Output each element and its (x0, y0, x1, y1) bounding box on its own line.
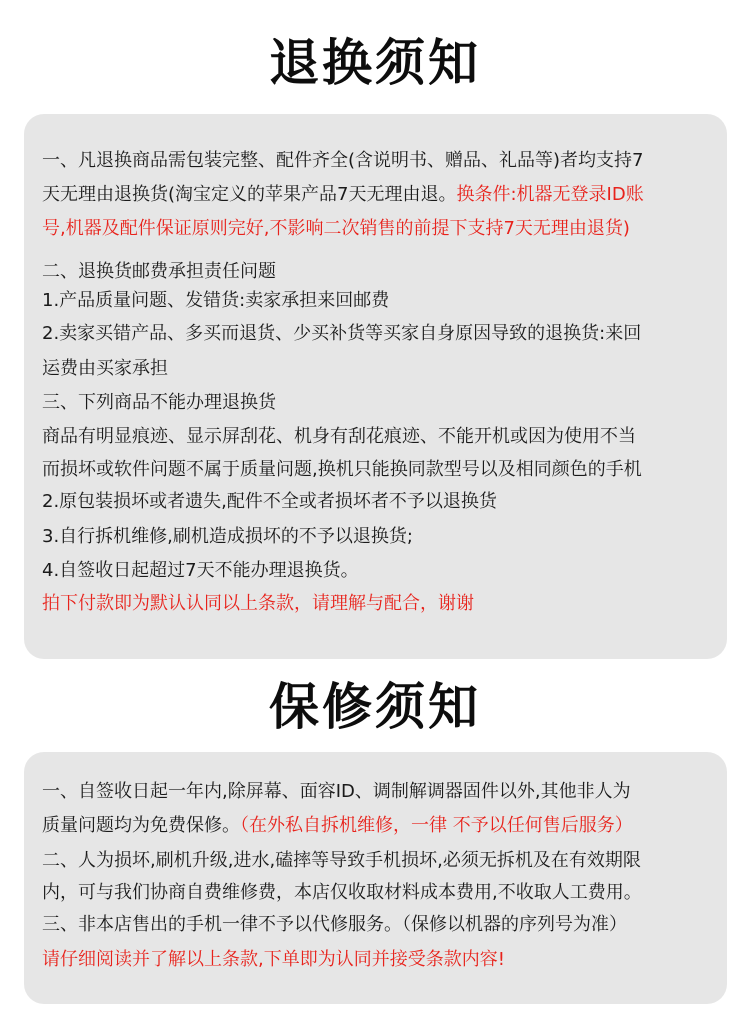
body-text: 一、自签收日起一年内,除屏幕、面容ID、调制解调器固件以外,其他非人为 (42, 781, 631, 802)
warranty_notice-line (42, 783, 631, 801)
body-text: 3.自行拆机维修,刷机造成损坏的不予以退换货; (42, 526, 413, 547)
return_notice-line (42, 562, 359, 580)
body-text: 2.原包装损坏或者遗失,配件不全或者损坏者不予以退换货 (42, 491, 497, 512)
highlight-text: 请仔细阅读并了解以上条款,下单即为认同并接受条款内容! (42, 949, 505, 970)
highlight-text: 换条件:机器无登录ID账 (456, 184, 644, 205)
return_notice-line (42, 394, 276, 412)
body-text: 三、下列商品不能办理退换货 (42, 392, 276, 413)
return_notice-line (42, 595, 474, 613)
warranty-notice-title: 保修须知 (269, 678, 481, 736)
body-text: 一、凡退换商品需包装完整、配件齐全(含说明书、赠品、礼品等)者均支持7 (42, 150, 644, 171)
return_notice-line (42, 152, 644, 170)
body-text: 三、非本店售出的手机一律不予以代修服务。（保修以机器的序列号为准） (42, 914, 627, 935)
return_notice-line (42, 528, 413, 546)
body-text: 内，可与我们协商自费维修费，本店仅收取材料成本费用,不收取人工费用。 (42, 882, 642, 903)
warranty_notice-line (42, 884, 642, 902)
return_notice-line (42, 493, 497, 511)
highlight-text: 号,机器及配件保证原则完好,不影响二次销售的前提下支持7天无理由退货) (42, 218, 630, 239)
body-text: 二、退换货邮费承担责任问题 (42, 261, 276, 282)
return_notice-line (42, 263, 276, 281)
warranty_notice-line (42, 817, 633, 835)
body-text: 4.自签收日起超过7天不能办理退换货。 (42, 560, 359, 581)
return-notice-title: 退换须知 (269, 34, 481, 92)
highlight-text: 拍下付款即为默认认同以上条款，请理解与配合，谢谢 (42, 593, 474, 614)
body-text: 而损坏或软件问题不属于质量问题,换机只能换同款型号以及相同颜色的手机 (42, 459, 642, 480)
body-text: 商品有明显痕迹、显示屏刮花、机身有刮花痕迹、不能开机或因为使用不当 (42, 426, 636, 447)
return_notice-line (42, 325, 641, 343)
warranty_notice-line (42, 852, 641, 870)
return_notice-line (42, 428, 636, 446)
return_notice-line (42, 461, 642, 479)
highlight-text: （在外私自拆机维修，一律 不予以任何售后服务） (240, 815, 633, 836)
warranty_notice-line (42, 916, 627, 934)
body-text: 二、人为损坏,刷机升级,进水,磕摔等导致手机损坏,必须无拆机及在有效期限 (42, 850, 641, 871)
return_notice-line (42, 186, 644, 204)
return_notice-line (42, 220, 630, 238)
return_notice-line (42, 292, 389, 310)
return_notice-line (42, 360, 168, 378)
body-text: 1.产品质量问题、发错货:卖家承担来回邮费 (42, 290, 390, 311)
body-text: 2.卖家买错产品、多买而退货、少买补货等买家自身原因导致的退换货:来回 (42, 323, 642, 344)
warranty_notice-line (42, 951, 505, 969)
body-text: 天无理由退换货(淘宝定义的苹果产品7天无理由退。 (42, 184, 457, 205)
body-text: 运费由买家承担 (42, 358, 168, 379)
body-text: 质量问题均为免费保修。 (42, 815, 240, 836)
